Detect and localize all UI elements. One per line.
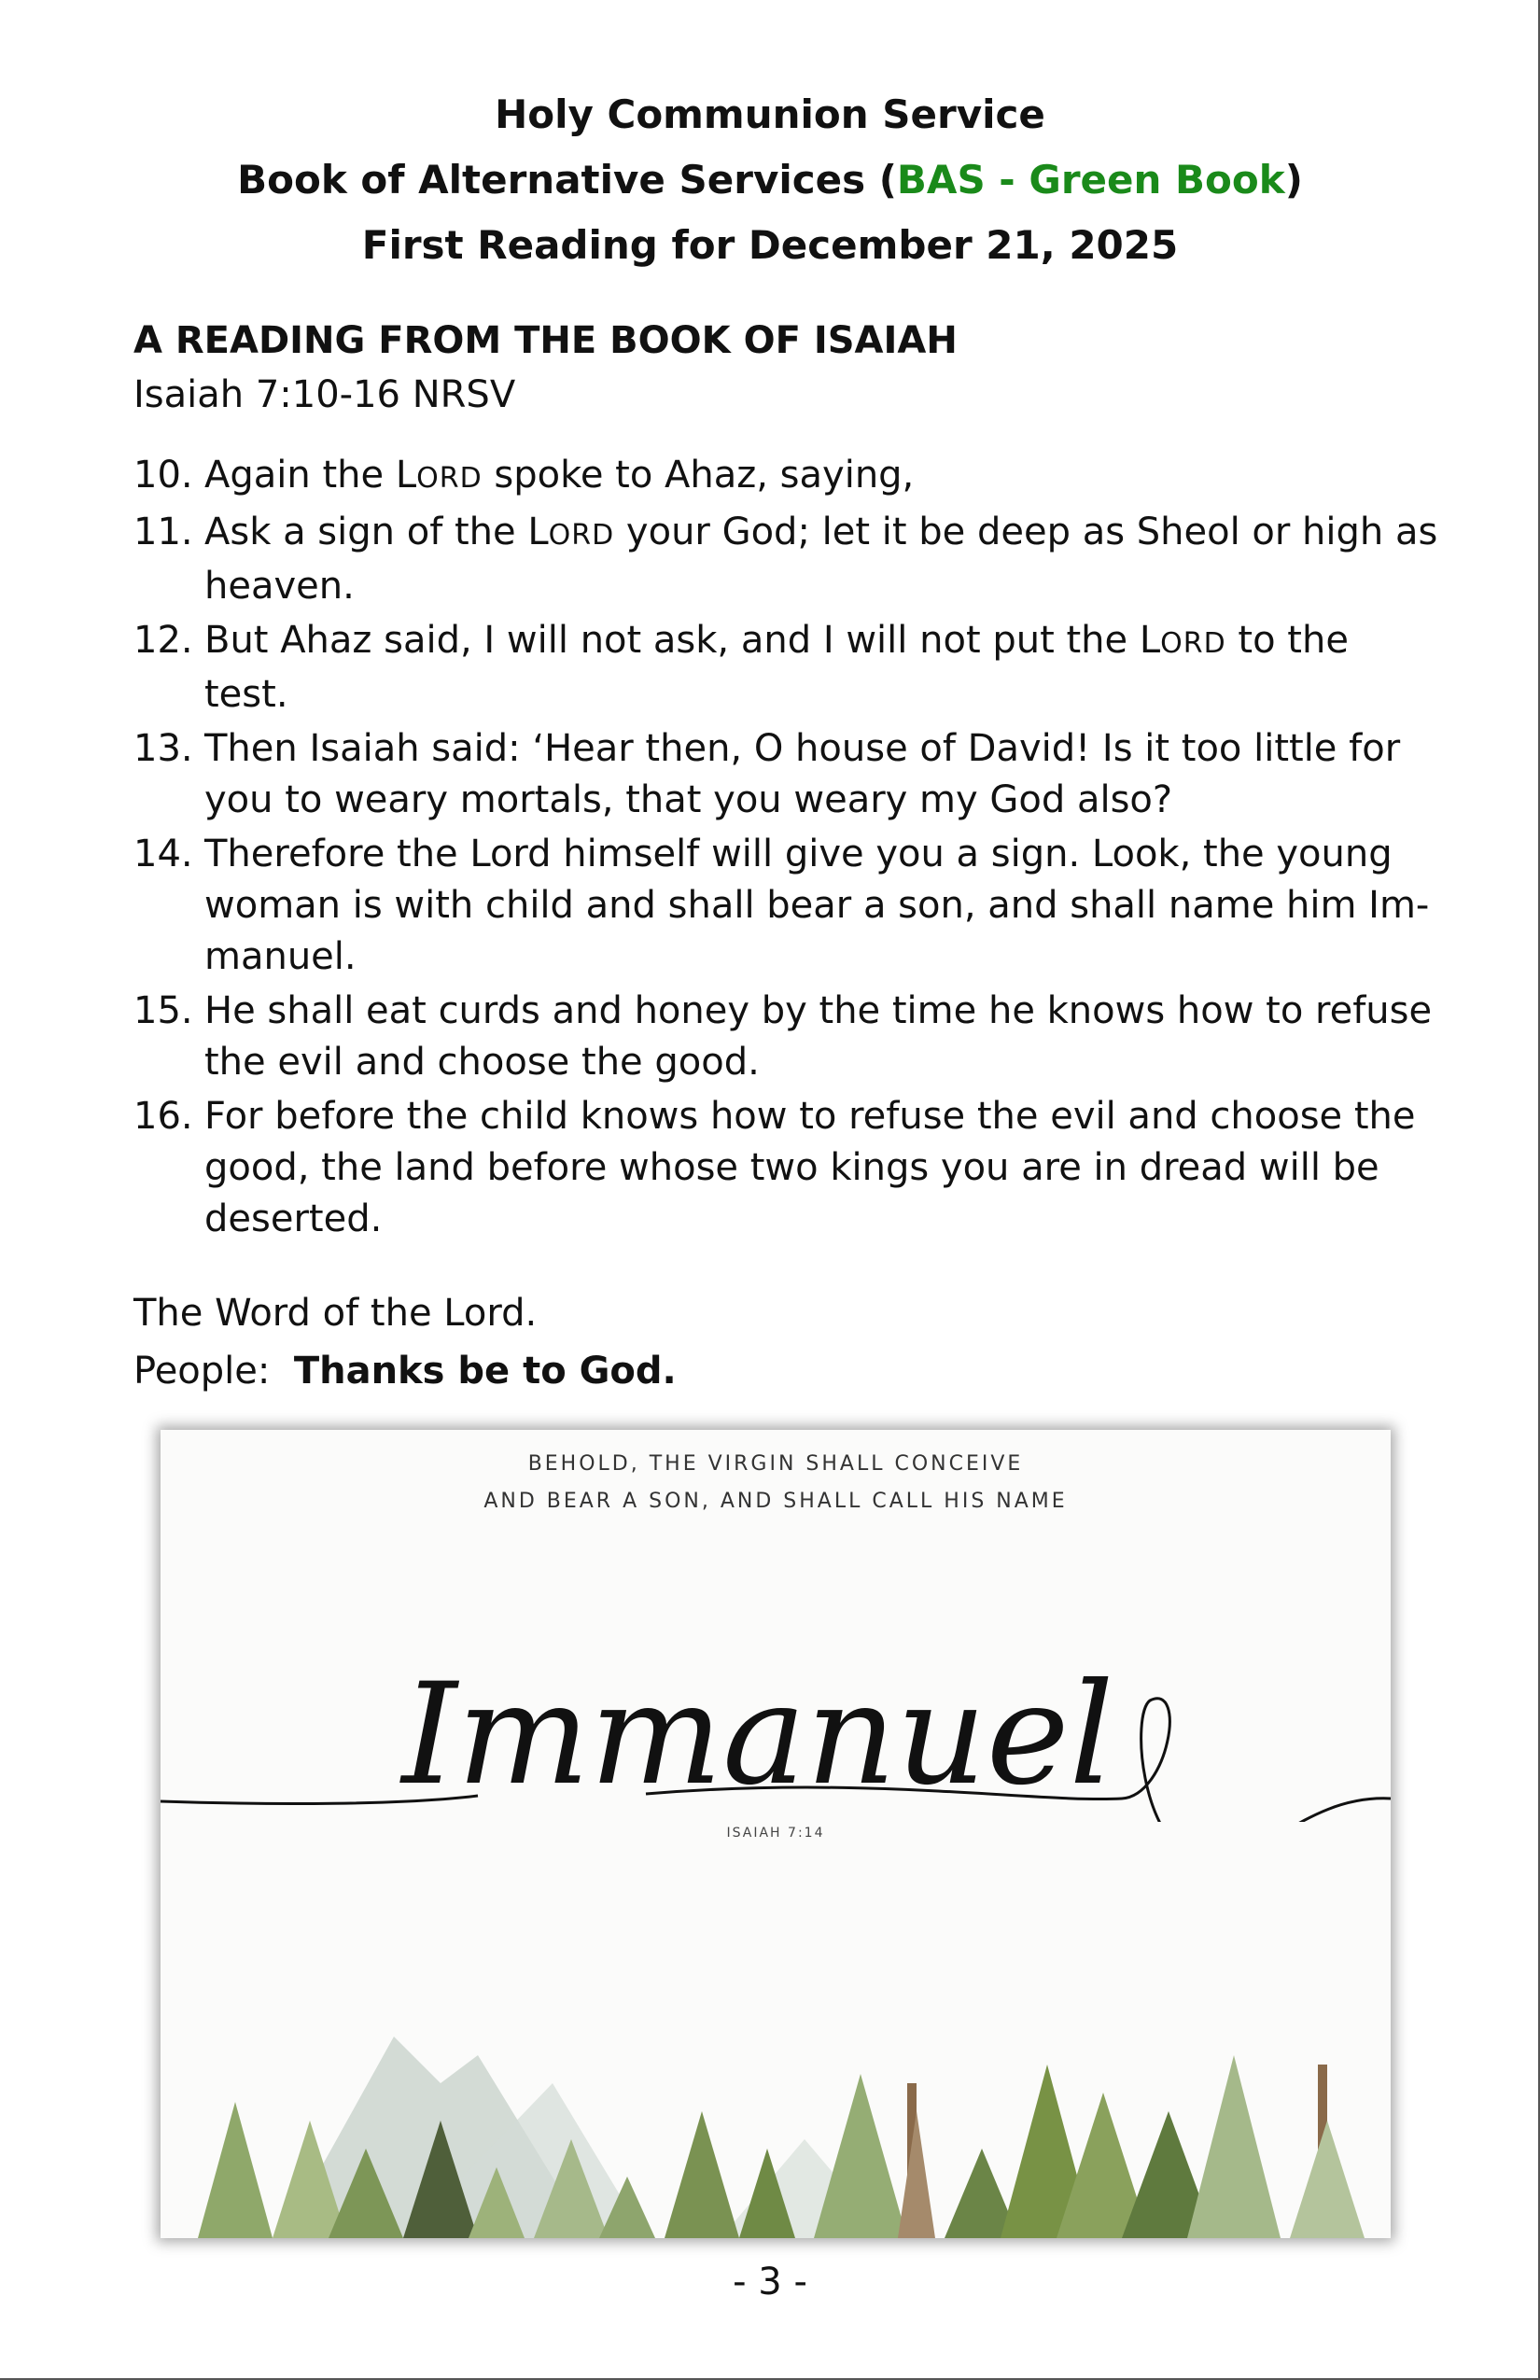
verse-13 <box>133 723 1440 826</box>
page-header <box>0 82 1540 278</box>
verse-text: Again the <box>204 454 396 497</box>
forest-scene <box>161 1869 1391 2238</box>
script-lettering <box>161 1561 1391 1822</box>
script-word: Immanuel <box>401 1654 1114 1816</box>
verse-text: For before the child knows how to refuse the evil and choose the good, the land before whose two kings you are in dread will be deserted. <box>204 1095 1416 1240</box>
verse-text: to the test. <box>204 619 1349 716</box>
service-title: Holy Communion Service <box>495 91 1045 137</box>
verse-text: your God; let it be deep as Sheol or high as heaven. <box>204 511 1438 608</box>
illustration-line-1: BEHOLD, THE VIRGIN SHALL CONCEIVE <box>527 1452 1024 1476</box>
verse-10 <box>133 450 1440 504</box>
verse-number: 12. <box>133 619 193 662</box>
reading-date: First Reading for December 21, 2025 <box>361 222 1179 268</box>
verse-text: Therefore the Lord himself will give you a sign. Look, the young woman is with child and shall bear a son, and shall name him Im-manuel. <box>204 833 1430 978</box>
verse-number: 10. <box>133 454 193 497</box>
book-title-green: BAS - Green Book <box>896 157 1285 203</box>
verse-text: But Ahaz said, I will not ask, and I will not put the <box>204 619 1140 662</box>
verse-14 <box>133 829 1440 983</box>
lord-initial: L <box>395 454 417 497</box>
verse-number: 11. <box>133 511 193 553</box>
verse-list <box>133 450 1440 1245</box>
book-title-suffix: ) <box>1284 157 1303 203</box>
lord-initial: L <box>1139 619 1161 662</box>
book-title-prefix: Book of Alternative Services ( <box>237 157 897 203</box>
reading-title: A READING FROM THE BOOK OF ISAIAH <box>133 319 958 362</box>
verse-text: spoke to Ahaz, saying, <box>482 454 915 497</box>
page-number: - 3 - <box>733 2261 807 2303</box>
reading-body <box>133 314 1440 1400</box>
lord-small-caps: ORD <box>548 519 615 552</box>
people-response-line <box>133 1342 1440 1400</box>
verse-number: 14. <box>133 833 193 875</box>
verse-12 <box>133 615 1440 721</box>
lord-small-caps: ORD <box>1160 627 1226 660</box>
verse-15 <box>133 986 1440 1088</box>
verse-number: 13. <box>133 727 193 770</box>
verse-number: 15. <box>133 989 193 1032</box>
illustration-reference: ISAIAH 7:14 <box>726 1826 825 1841</box>
immanuel-illustration <box>161 1430 1391 2238</box>
lord-small-caps: ORD <box>416 462 483 495</box>
book-title <box>0 147 1540 213</box>
people-response: Thanks be to God. <box>293 1350 677 1393</box>
reading-citation: Isaiah 7:10-16 NRSV <box>133 373 516 416</box>
lord-initial: L <box>527 511 549 553</box>
people-label: People: <box>133 1350 271 1393</box>
verse-16 <box>133 1091 1440 1245</box>
response-block <box>133 1284 1440 1400</box>
word-of-the-lord: The Word of the Lord. <box>133 1292 538 1335</box>
verse-text: He shall eat curds and honey by the time he knows how to refuse the evil and choose the good. <box>204 989 1433 1084</box>
verse-text: Ask a sign of the <box>204 511 528 553</box>
verse-text: Then Isaiah said: ‘Hear then, O house of David! Is it too little for you to weary mortals, that you weary my God also? <box>204 727 1401 821</box>
verse-number: 16. <box>133 1095 193 1138</box>
illustration-line-2: AND BEAR A SON, AND SHALL CALL HIS NAME <box>483 1490 1068 1513</box>
verse-11 <box>133 507 1440 612</box>
